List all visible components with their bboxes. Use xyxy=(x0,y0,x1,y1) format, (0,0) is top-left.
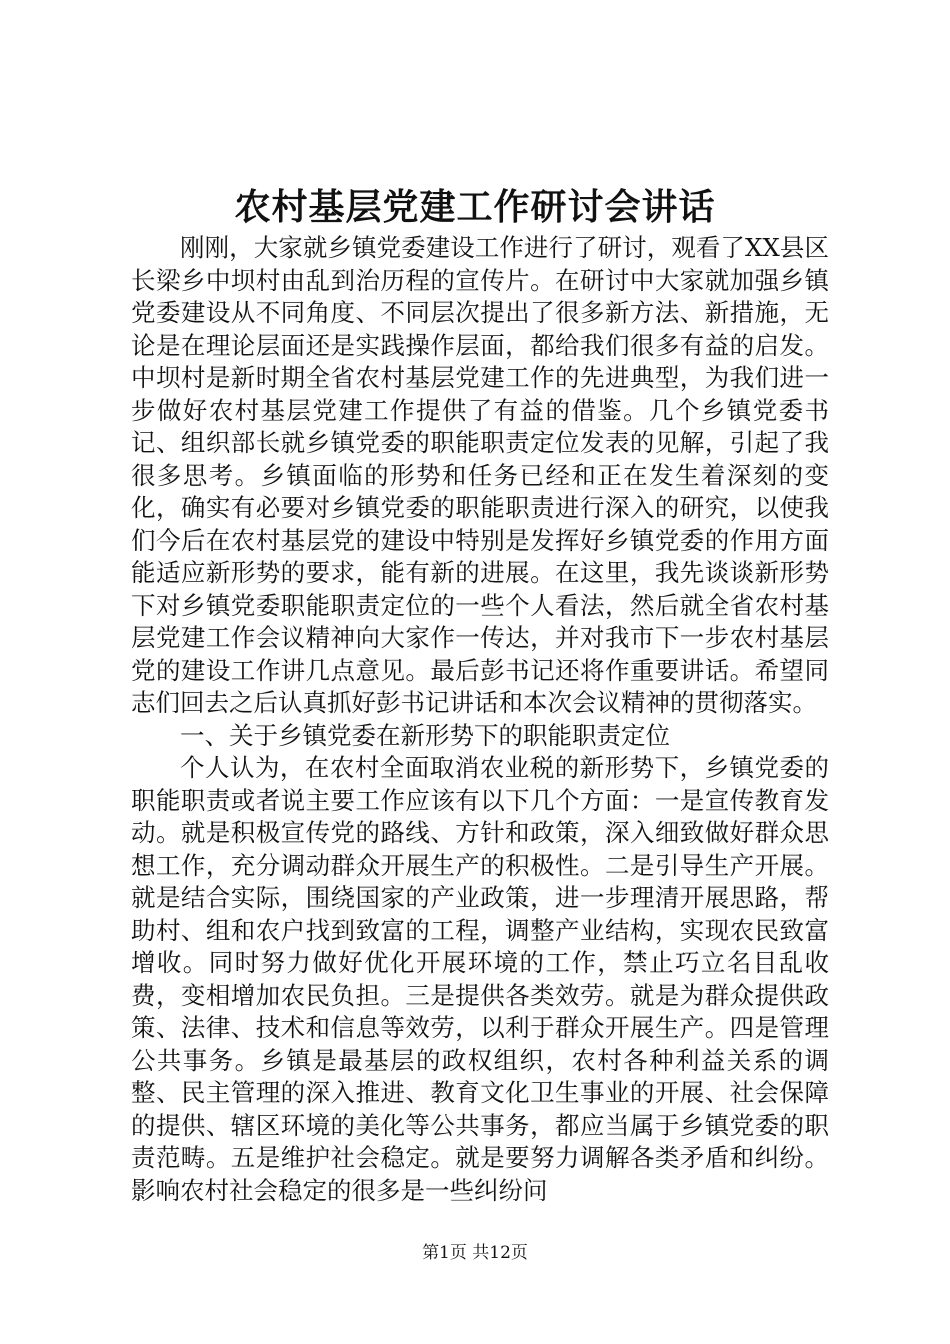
document-body xyxy=(131,232,829,1207)
page-footer: 第1页 共12页 xyxy=(422,1243,528,1263)
document-title: 农村基层党建工作研讨会讲话 xyxy=(234,186,716,228)
paragraph-intro: 刚刚，大家就乡镇党委建设工作进行了研讨，观看了XX县区长梁乡中坝村由乱到治历程的宣传片。在研讨中大家就加强乡镇党委建设从不同角度、不同层次提出了很多新方法、新措施，无论是在理论层面还是实践操作层面，都给我们很多有益的启发。中坝村是新时期全省农村基层党建工作的先进典型，为我们进一步做好农村基层党建工作提供了有益的借鉴。几个乡镇党委书记、组织部长就乡镇党委的职能职责定位发表的见解，引起了我很多思考。乡镇面临的形势和任务已经和正在发生着深刻的变化，确实有必要对乡镇党委的职能职责进行深入的研究，以使我们今后在农村基层党的建设中特别是发挥好乡镇党委的作用方面能适应新形势的要求，能有新的进展。在这里，我先谈谈新形势下对乡镇党委职能职责定位的一些个人看法，然后就全省农村基层党建工作会议精神向大家作一传达，并对我市下一步农村基层党的建设工作讲几点意见。最后彭书记还将作重要讲话。希望同志们回去之后认真抓好彭书记讲话和本次会议精神的贯彻落实。 xyxy=(131,233,829,717)
paragraph-section-1: 个人认为，在农村全面取消农业税的新形势下，乡镇党委的职能职责或者说主要工作应该有以下几个方面：一是宣传教育发动。就是积极宣传党的路线、方针和政策，深入细致做好群众思想工作，充分调动群众开展生产的积极性。二是引导生产开展。就是结合实际，围绕国家的产业政策，进一步理清开展思路，帮助村、组和农户找到致富的工程，调整产业结构，实现农民致富增收。同时努力做好优化开展环境的工作，禁止巧立名目乱收费，变相增加农民负担。三是提供各类效劳。就是为群众提供政策、法律、技术和信息等效劳，以利于群众开展生产。四是管理公共事务。乡镇是最基层的政权组织，农村各种利益关系的调整、民主管理的深入推进、教育文化卫生事业的开展、社会保障的提供、辖区环境的美化等公共事务，都应当属于乡镇党委的职责范畴。五是维护社会稳定。就是要努力调解各类矛盾和纠纷。影响农村社会稳定的很多是一些纠纷问 xyxy=(131,753,829,1205)
section-heading-1: 一、关于乡镇党委在新形势下的职能职责定位 xyxy=(180,720,670,750)
